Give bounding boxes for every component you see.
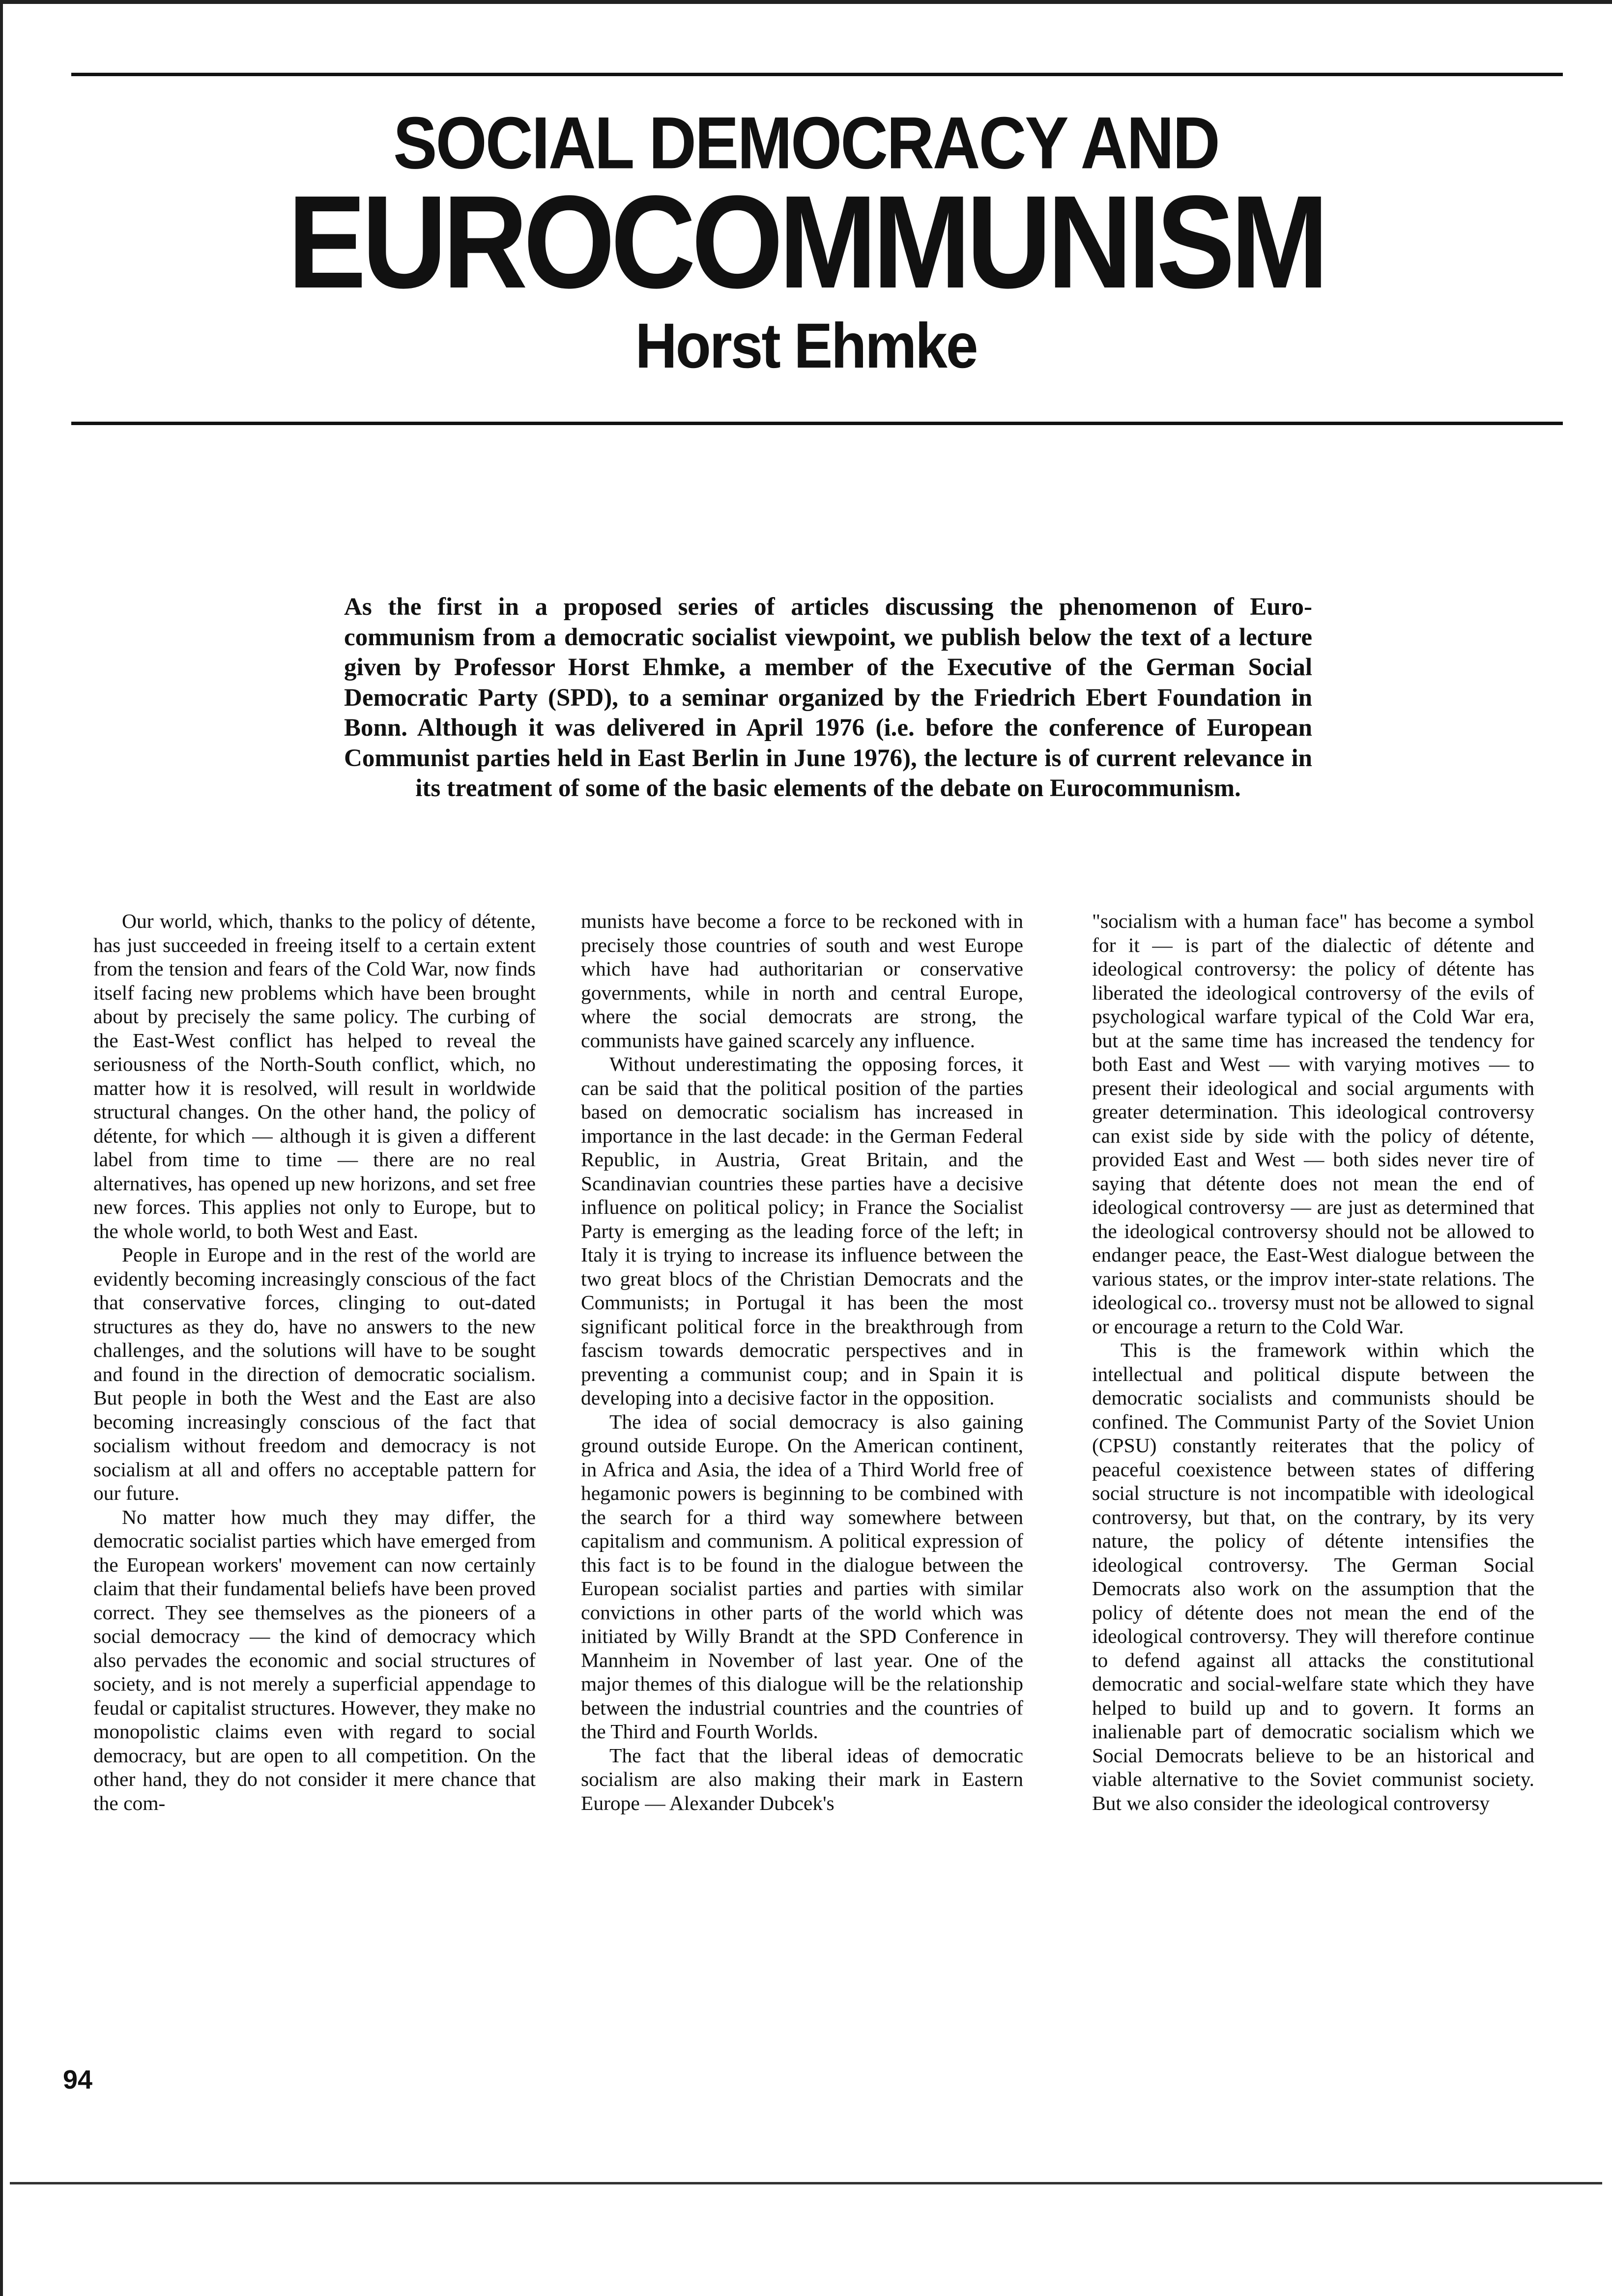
- intro-standfirst: As the first in a proposed series of articles discussing the phenomenon of Euro-communism from a democratic socialist viewpoint, we publish below the text of a lecture given by Professor Horst Ehmke, a member of the Executive of the German Social Democratic Party (SPD), to a seminar organized by the Friedrich Ebert Foundation in Bonn. Although it was delivered in April 1976 (i.e. before the conference of European Communist parties held in East Berlin in June 1976), the lecture is of current relevance in its treatment of some of the basic elements of the debate on Eurocommunism.: [344, 593, 1312, 802]
- article-author: Horst Ehmke: [635, 310, 977, 382]
- paragraph: "socialism with a human face" has become a symbol for it — is part of the dialectic of détente and ideological controversy: the policy of détente has liberated the ideological controversy of the evils of psychological warfare typical of the Cold War era, but at the same time has increased the tendency for both East and West — with varying motives — to present their ideological and social arguments with greater determination. This ideological controversy can exist side by side with the policy of détente, provided East and West — both sides never tire of saying that détente does not mean the end of ideological controversy — are just as determined that the ideological controversy should not be allowed to endanger peace, the East-West dialogue between the various states, or the improv inter-state relations. The ideological co.. troversy must not be allowed to signal or encourage a return to the Cold War.: [1092, 910, 1534, 1338]
- footer-rule: [10, 2182, 1602, 2184]
- header-top-rule: [71, 73, 1563, 76]
- paragraph: The idea of social democracy is also gaining ground outside Europe. On the American continent, in Africa and Asia, the idea of a Third World free of hegamonic powers is beginning to be combined with the search for a third way somewhere between capitalism and communism. A political expression of this fact is to be found in the dialogue between the European socialist parties and parties with similar convictions in other parts of the world which was initiated by Willy Brandt at the SPD Conference in Mannheim in November of last year. One of the major themes of this dialogue will be the relationship between the industrial countries and the countries of the Third and Fourth Worlds.: [581, 1410, 1023, 1743]
- body-column-2: [581, 909, 1023, 1815]
- paragraph: No matter how much they may differ, the democratic socialist parties which have emerged from the European workers' movement can now certainly claim that their fundamental beliefs have been proved correct. They see themselves as the pioneers of a social democracy — the kind of democracy which also pervades the economic and social structures of society, and is not merely a superficial appendage to feudal or capitalist structures. However, they make no monopolistic claims even with regard to social democracy, but are open to all competition. On the other hand, they do not consider it mere chance that the com-: [93, 1505, 536, 1814]
- article-title-line-1: SOCIAL DEMOCRACY AND: [393, 102, 1219, 184]
- body-column-1: [93, 909, 536, 1815]
- article-title-line-2: EUROCOMMUNISM: [288, 168, 1324, 316]
- paragraph: Without underestimating the opposing forces, it can be said that the political position of the parties based on democratic socialism has increased in importance in the last decade: in the German Federal Republic, in Austria, Great Britain, and the Scandinavian countries these parties have a decisive influence on political policy; in France the Socialist Party is emerging as the leading force of the left; in Italy it is trying to increase its influence between the two great blocs of the Christian Democrats and the Communists; in Portugal it has been the most significant political force in the breakthrough from fascism towards democratic perspectives and in preventing a communist coup; and in Spain it is developing into a decisive factor in the opposition.: [581, 1053, 1023, 1409]
- paragraph: The fact that the liberal ideas of democratic socialism are also making their mark in Eastern Europe — Alexander Dubcek's: [581, 1744, 1023, 1814]
- paragraph: People in Europe and in the rest of the world are evidently becoming increasingly conscious of the fact that conservative forces, clinging to out-dated structures as they do, have no answers to the new challenges, and the solutions will have to be sought and found in the direction of democratic socialism. But people in both the West and the East are also becoming increasingly conscious of the fact that socialism without freedom and democracy is not socialism at all and offers no acceptable pattern for our future.: [93, 1243, 536, 1504]
- body-column-3: [1092, 909, 1534, 1815]
- paragraph: munists have become a force to be reckoned with in precisely those countries of south and west Europe which have had authoritarian or conservative governments, while in north and central Europe, where the social democrats are strong, the communists have gained scarcely any influence.: [581, 910, 1023, 1052]
- page-frame-top-edge: [0, 0, 1612, 4]
- paragraph: This is the framework within which the intellectual and political dispute between the democratic socialists and communists should be confined. The Communist Party of the Soviet Union (CPSU) constantly reiterates that the policy of peaceful coexistence between states of differing social structure is not incompatible with ideological controversy, but that, on the contrary, by its very nature, the policy of détente intensifies the ideological controversy. The German Social Democrats also work on the assumption that the policy of détente does not mean the end of the ideological controversy. They will therefore continue to defend against all attacks the constitutional democratic and social-welfare state which they have helped to build up and to govern. It forms an inalienable part of democratic socialism which we Social Democrats believe to be an historical and viable alternative to the Soviet communist society. But we also consider the ideological controversy: [1092, 1339, 1534, 1814]
- header-bottom-rule: [71, 422, 1563, 425]
- paragraph: Our world, which, thanks to the policy of détente, has just succeeded in freeing itself to a certain extent from the tension and fears of the Cold War, now finds itself facing new problems which have been brought about by precisely the same policy. The curbing of the East-West conflict has helped to reveal the seriousness of the North-South conflict, which, no matter how it is resolved, will result in worldwide structural changes. On the other hand, the policy of détente, for which — although it is given a different label from time to time — there are no real alternatives, has opened up new horizons, and set free new forces. This applies not only to Europe, but to the whole world, to both West and East.: [93, 910, 536, 1242]
- page-number: 94: [63, 2065, 93, 2095]
